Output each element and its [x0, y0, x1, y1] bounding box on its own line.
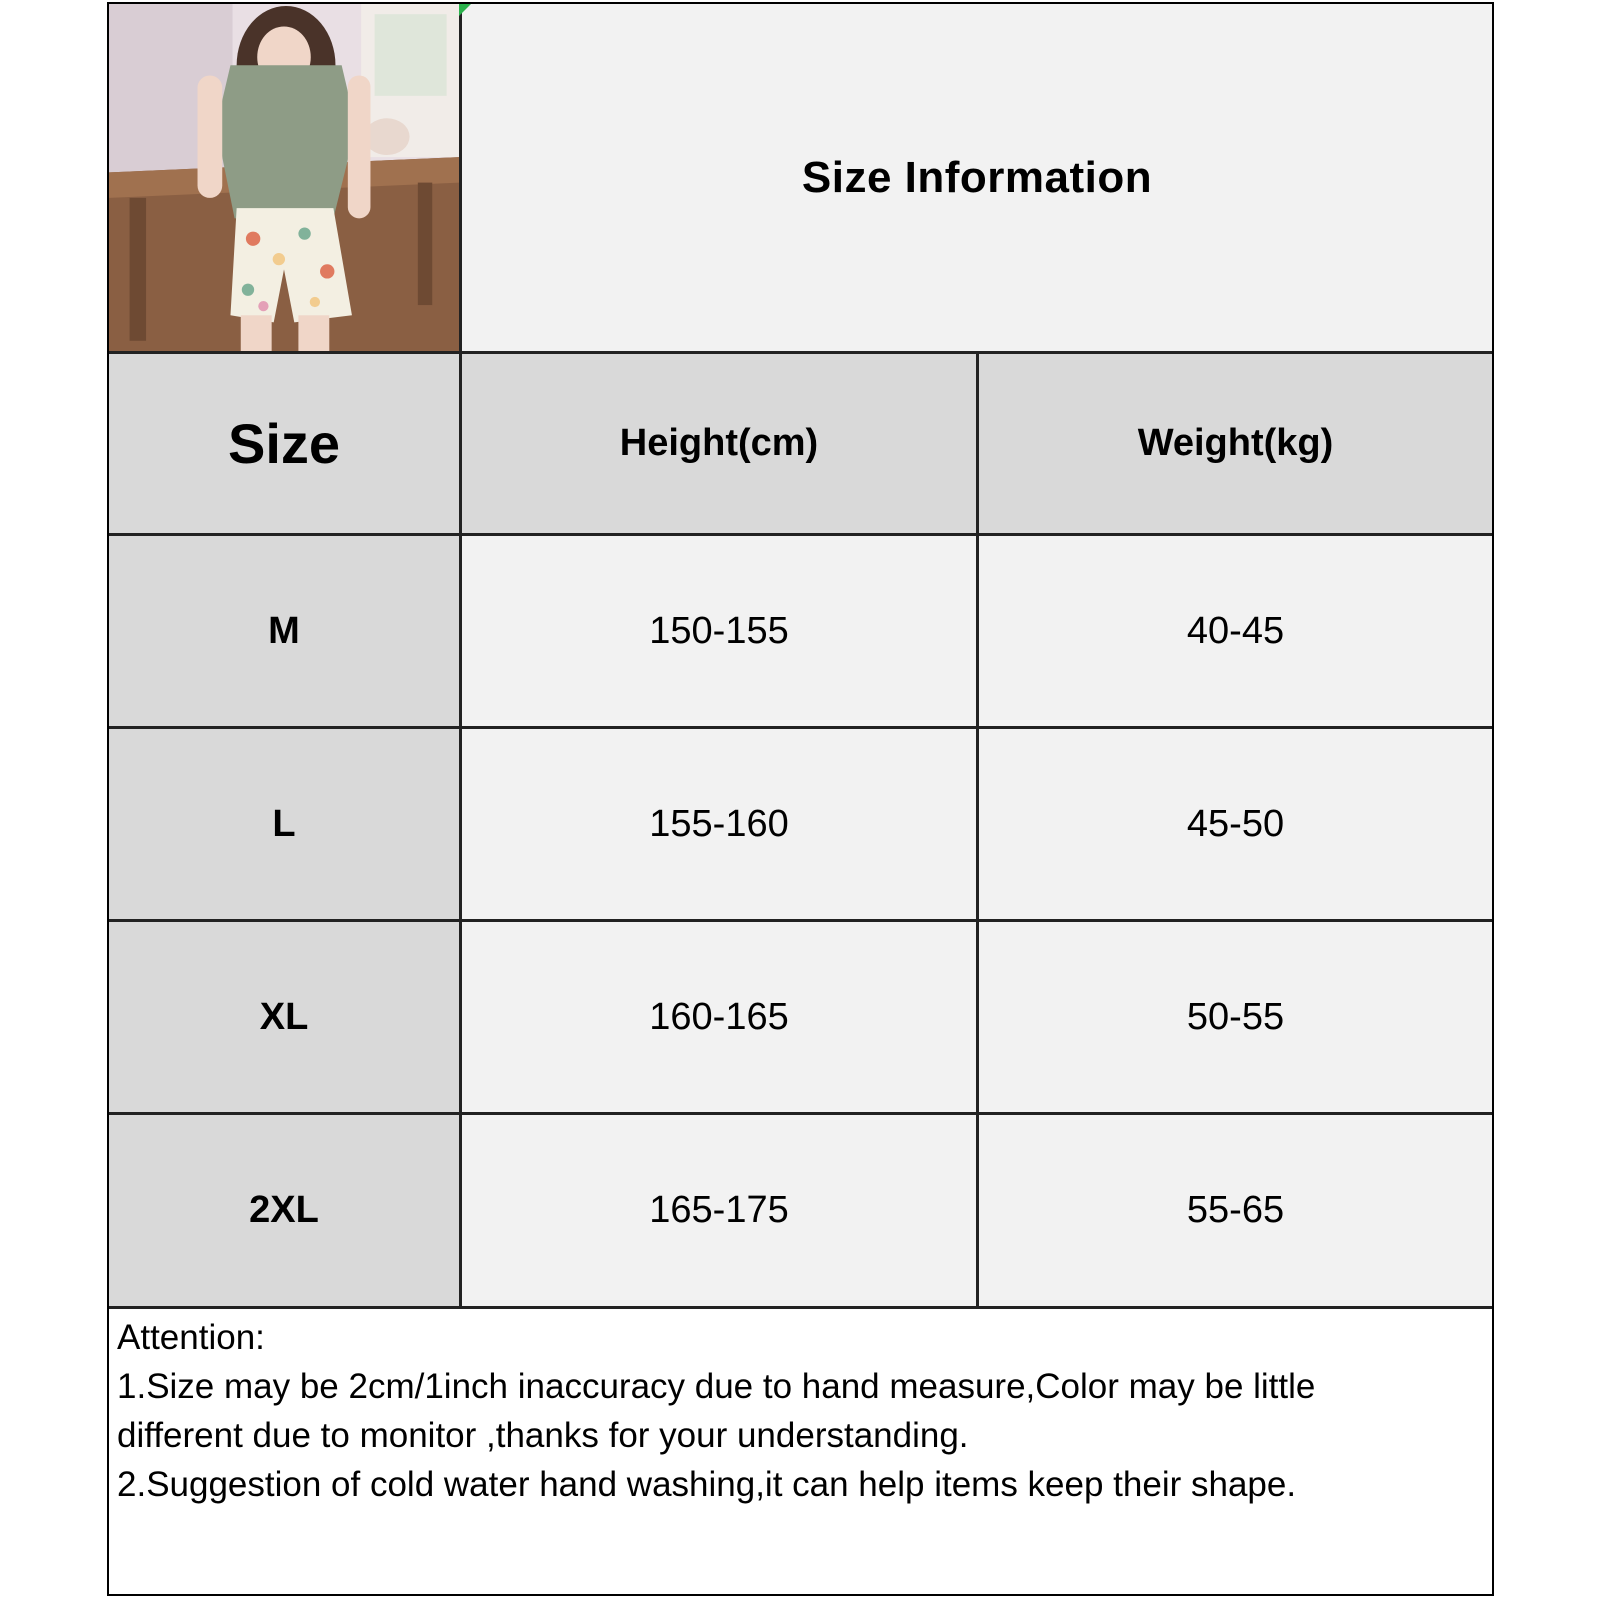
height-cell	[462, 536, 979, 726]
attention-line: 1.Size may be 2cm/1inch inaccuracy due to hand measure,Color may be little	[117, 1367, 1316, 1406]
height-value: 160-165	[649, 995, 789, 1038]
weight-value: 45-50	[1186, 802, 1285, 845]
table-header-row	[109, 354, 1492, 536]
cell-corner-marker	[459, 4, 471, 16]
table-row	[109, 1115, 1492, 1309]
column-header-label: Height(cm)	[619, 422, 819, 464]
attention-line: different due to monitor ,thanks for your understanding.	[117, 1416, 969, 1455]
size-label: M	[268, 609, 300, 652]
size-cell	[109, 536, 462, 726]
column-header-weight	[979, 354, 1492, 533]
size-information-header	[462, 4, 1492, 354]
size-chart-sheet	[107, 2, 1494, 1596]
column-header-label: Weight(kg)	[1137, 422, 1334, 464]
height-cell	[462, 729, 979, 919]
weight-value: 55-65	[1186, 1189, 1285, 1231]
weight-value: 40-45	[1186, 609, 1285, 652]
size-table	[109, 354, 1492, 1309]
column-header-height	[462, 354, 979, 533]
column-header-label: Size	[227, 412, 341, 475]
weight-cell	[979, 536, 1492, 726]
weight-cell	[979, 922, 1492, 1112]
size-label: 2XL	[249, 1189, 319, 1231]
table-row	[109, 729, 1492, 922]
weight-value: 50-55	[1186, 995, 1285, 1038]
size-label: XL	[259, 995, 309, 1038]
height-value: 150-155	[649, 609, 789, 652]
weight-cell	[979, 1115, 1492, 1306]
product-photo	[109, 4, 462, 354]
size-label: L	[272, 802, 296, 845]
table-row	[109, 536, 1492, 729]
height-value: 165-175	[649, 1189, 789, 1231]
size-cell	[109, 1115, 462, 1306]
height-value: 155-160	[649, 802, 789, 845]
column-header-size	[109, 354, 462, 533]
weight-cell	[979, 729, 1492, 919]
attention-line: 2.Suggestion of cold water hand washing,it can help items keep their shape.	[117, 1465, 1297, 1504]
table-row	[109, 922, 1492, 1115]
height-cell	[462, 1115, 979, 1306]
size-cell	[109, 729, 462, 919]
size-cell	[109, 922, 462, 1112]
product-photo-illustration	[109, 4, 459, 351]
page-title: Size Information	[801, 152, 1153, 202]
attention-heading: Attention:	[117, 1318, 265, 1357]
attention-notes	[109, 1309, 1492, 1594]
height-cell	[462, 922, 979, 1112]
